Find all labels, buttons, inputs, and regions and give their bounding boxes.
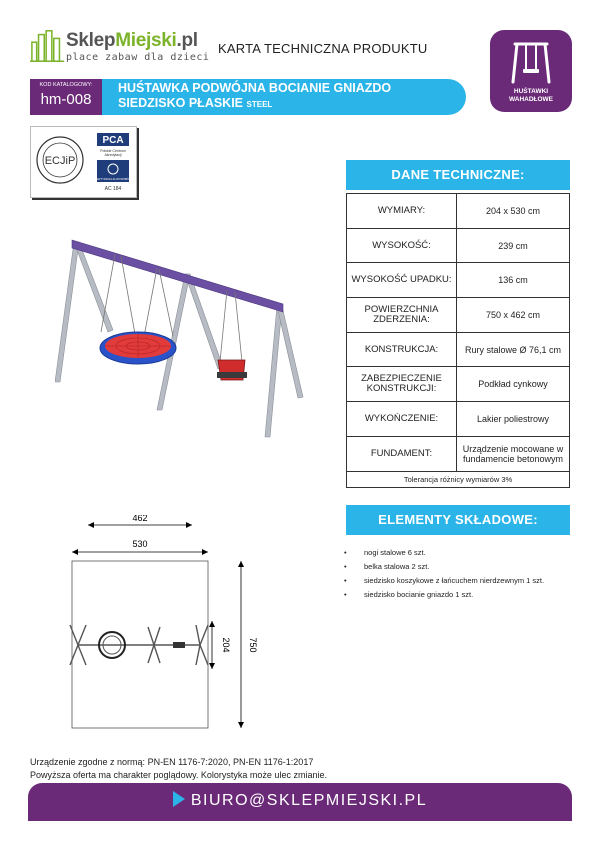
- elements-heading: ELEMENTY SKŁADOWE:: [346, 505, 570, 535]
- table-row: POWIERZCHNIA ZDERZENIA: 750 x 462 cm: [347, 298, 570, 333]
- brand-tagline: place zabaw dla dzieci: [66, 52, 210, 63]
- footer-bar: [28, 783, 572, 821]
- table-row: WYSOKOŚĆ: 239 cm: [347, 228, 570, 263]
- list-item: • siedzisko koszykowe z łańcuchem nierdzewnym 1 szt.: [344, 574, 544, 588]
- tech-data-table: [346, 193, 570, 472]
- catalog-code: hm-008: [40, 91, 92, 108]
- product-illustration: [55, 232, 305, 442]
- pca-text: PCA: [102, 135, 124, 146]
- document-title: KARTA TECHNICZNA PRODUKTU: [218, 41, 428, 56]
- category-label-line1: HUŚTAWKI: [513, 88, 549, 95]
- dim-462-label: 462: [132, 515, 148, 523]
- dim-750-label: 750: [248, 637, 258, 653]
- tolerance-note: Tolerancja różnicy wymiarów 3%: [346, 472, 570, 488]
- category-label-line2: WAHADŁOWE: [508, 96, 554, 103]
- pca-sub3: CERTYFIKACJA WYROBÓW: [94, 177, 132, 181]
- pca-logo-icon: [95, 133, 132, 192]
- product-name-line2: SIEDZISKO PŁASKIE: [118, 96, 244, 110]
- table-row: KONSTRUKCJA: Rury stalowe Ø 76,1 cm: [347, 332, 570, 367]
- pca-code: AC 184: [104, 186, 122, 192]
- dim-530-label: 530: [132, 539, 148, 549]
- catalog-code-label: KOD KATALOGOWY:: [39, 82, 93, 88]
- table-row: WYKOŃCZENIE: Lakier poliestrowy: [347, 402, 570, 437]
- plan-drawing: [60, 515, 260, 735]
- swing-icon: [511, 40, 551, 84]
- play-arrow-icon: [173, 791, 185, 807]
- dim-204-label: 204: [221, 637, 231, 653]
- footer-email[interactable]: BIURO@SKLEPMIEJSKI.PL: [190, 792, 428, 809]
- ecjip-text: ECJiP: [44, 155, 76, 167]
- list-item: • nogi stalowe 6 szt.: [344, 546, 544, 560]
- catalog-code-box: [30, 79, 102, 115]
- list-item: • siedzisko bocianie gniazdo 1 szt.: [344, 588, 544, 602]
- brand-name: SklepMiejski.pl: [66, 30, 198, 51]
- list-item: • belka stalowa 2 szt.: [344, 560, 544, 574]
- table-row: WYMIARY: 204 x 530 cm: [347, 194, 570, 229]
- product-name: [118, 81, 391, 112]
- table-row: FUNDAMENT: Urządzenie mocowane w fundamencie betonowym: [347, 436, 570, 471]
- table-row: WYSOKOŚĆ UPADKU: 136 cm: [347, 263, 570, 298]
- pca-sub1: Polskie Centrum: [100, 149, 126, 153]
- disclaimer-note: Powyższa oferta ma charakter poglądowy. Kolorystyka może ulec zmianie.: [30, 770, 327, 780]
- product-material: STEEL: [246, 100, 273, 109]
- brand-logo-icon: [30, 28, 68, 64]
- ecjip-seal-icon: [37, 137, 83, 183]
- table-row: ZABEZPIECZENIE KONSTRUKCJI: Podkład cynkowy: [347, 367, 570, 402]
- elements-list: [344, 546, 544, 602]
- tech-data-heading: DANE TECHNICZNE:: [346, 160, 570, 190]
- pca-sub2: Akredytacji: [104, 153, 122, 157]
- category-badge: [490, 30, 572, 112]
- product-name-line1: HUŚTAWKA PODWÓJNA BOCIANIE GNIAZDO: [118, 81, 392, 95]
- certificates-box: [30, 126, 137, 198]
- norm-note: Urządzenie zgodne z normą: PN-EN 1176-7:2020, PN-EN 1176-1:2017: [30, 757, 314, 767]
